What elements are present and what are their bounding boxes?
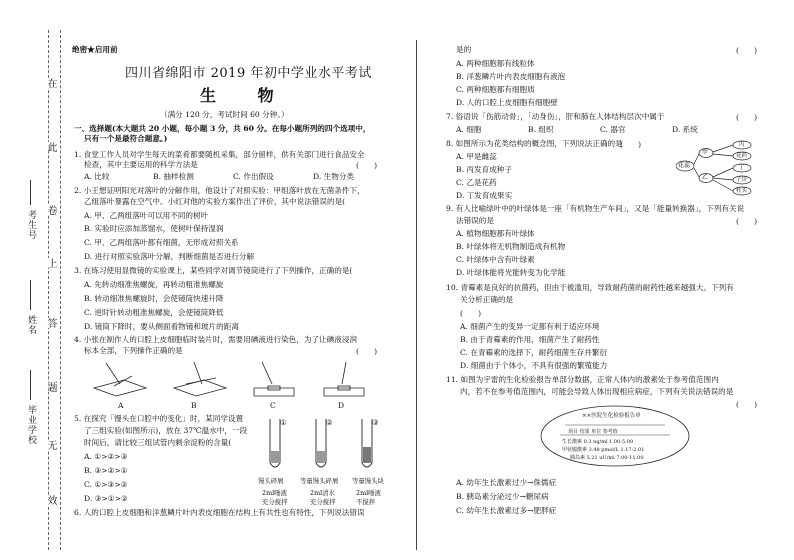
- question-9-stem: 法错误的是: [456, 216, 494, 225]
- edge-char: 无: [45, 440, 56, 450]
- concept-node-b: 乙: [702, 174, 709, 181]
- score-note: （满分 120 分，考试时间 60 分钟。）: [160, 110, 289, 119]
- question-2-stem: 2. 小王想证明阳光对落叶的分解作用，他设计了对照实验：甲组落叶放在无菌条件下，: [74, 186, 365, 195]
- field-candidate-number: 考生号: [26, 210, 36, 240]
- question-8-option: C. 乙是花药: [456, 178, 497, 187]
- question-9-option: C. 叶绿体中含有叶绿素: [456, 255, 535, 264]
- concept-node: 丙: [739, 142, 745, 148]
- question-7-option: D. 系统: [672, 125, 698, 134]
- tube-label: 不搅拌: [356, 498, 376, 506]
- question-3-option: C. 逆时针转动粗准焦螺旋，会使镜筒降低: [84, 308, 224, 317]
- question-8-option: D. 丁发育成果实: [456, 191, 513, 200]
- tube-label: 馒头碎屑: [258, 477, 284, 485]
- question-7-option: A. 细胞: [456, 125, 482, 134]
- question-11-option: A. 幼年生长激素过少→侏儒症: [456, 478, 557, 487]
- tube-label: 2ml清水: [310, 489, 335, 497]
- question-1-option: D. 生物分类: [313, 172, 355, 181]
- edge-char: 卷: [45, 205, 56, 215]
- concept-node-a: 甲: [702, 149, 709, 156]
- question-5-option: A. ①>②>③: [84, 452, 128, 461]
- binding-line-outer: [48, 30, 49, 550]
- report-title: ××医院生化检验报告单: [582, 413, 641, 419]
- answer-blank: ( ): [736, 46, 758, 55]
- question-2-stem: 乙组落叶暴露在空气中。小红对他的实验方案作出了评价，其中说法错误的是(: [84, 197, 346, 206]
- question-9-option: B. 叶绿体将无机物制造成有机物: [456, 242, 566, 251]
- tube-label: 2ml唾液: [262, 489, 287, 497]
- answer-blank: ( ): [736, 217, 758, 226]
- question-5-stem: 5. 在探究「馒头在口腔中的变化」时，某同学设置: [74, 414, 244, 423]
- field-name: 姓名: [26, 315, 36, 335]
- question-4-option: D: [338, 401, 345, 410]
- tube-number: ③: [372, 418, 379, 427]
- tube-number: ②: [326, 418, 333, 427]
- question-6-stem: 6. 人的口腔上皮细胞和洋葱鳞片叶内表皮细胞在结构上有共性也有特性，下列说法错误: [74, 508, 365, 517]
- secret-label: 绝密★启用前: [72, 45, 118, 54]
- question-9-option: D. 叶绿体能将光能转变为化学能: [456, 268, 566, 277]
- question-6-option: A. 两种细胞都有线粒体: [456, 59, 535, 68]
- tube-label: 等量馒头碎屑: [300, 477, 339, 485]
- section-heading: 一、选择题(本大题共 20 小题，每小题 3 分，共 60 分。在每小题所列的四个选项中，: [74, 124, 371, 133]
- question-11-option: C. 幼年生长激素过多→肥胖症: [456, 506, 557, 515]
- column-divider: [416, 40, 417, 550]
- question-2-option: D. 进行对照实验落叶分解，判断细菌是否进行分解: [84, 252, 255, 261]
- answer-blank: ( ): [356, 161, 378, 170]
- question-2-option: A. 甲、乙两组落叶可以用不同的树叶: [84, 211, 209, 220]
- slide-diagram-c: [254, 362, 294, 396]
- question-1-option: C. 作出假设: [233, 172, 274, 181]
- question-2-option: C. 甲、乙两组落叶都有细菌，无形成对照关系: [84, 238, 239, 247]
- question-6-option: D. 人的口腔上皮细胞有细胞壁: [456, 98, 558, 107]
- question-10-option: B. 由于青霉素的作用，细菌产生了耐药性: [460, 335, 600, 344]
- question-11-option: B. 胰岛素分泌过少→糖尿病: [456, 492, 549, 501]
- field-school: 毕业学校: [26, 405, 36, 445]
- slide-diagram-d: [324, 362, 364, 396]
- subject-title: 生 物: [200, 86, 292, 105]
- question-9-option: A. 植物细胞都有叶绿体: [456, 229, 535, 238]
- slide-diagram-a: [94, 363, 146, 396]
- exam-title: 四川省绵阳市 2019 年初中学业水平考试: [125, 66, 372, 81]
- question-6-option: B. 洋葱鳞片叶内表皮细胞有液泡: [456, 72, 566, 81]
- edge-char: 效: [45, 495, 56, 505]
- slide-diagram-b: [174, 362, 226, 396]
- answer-blank: ( ): [356, 347, 378, 356]
- question-8-option: A. 甲是雌蕊: [456, 152, 497, 161]
- concept-node: 丁: [739, 165, 745, 171]
- tube-label: 充分搅拌: [310, 498, 336, 506]
- question-6-option: C. 两种细胞都有细胞质: [456, 85, 535, 94]
- question-10-stem: 10. 青霉素是良好的抗菌药，但由于被滥用，导致耐药菌的耐药性越来越强大。下列有: [446, 283, 734, 292]
- question-6-stem-cont: 是的: [456, 45, 472, 54]
- answer-blank: ( ): [460, 309, 482, 318]
- tube-number: ①: [280, 418, 287, 427]
- question-10-option: D. 细菌由于个体小，不具有很强的繁殖能力: [460, 361, 608, 370]
- question-4-option: B: [191, 401, 197, 410]
- question-5-stem: 了三组实验(如图所示)，放在 37℃温水中，一段: [84, 426, 248, 435]
- question-4-stem: 4. 小张在制作人的口腔上皮细胞临时装片时，需要用碘液进行染色，为了让碘液浸润: [74, 335, 358, 344]
- question-8-stem: 8. 如图所示为花类结构的概念图，下列说法正确的是: [446, 139, 623, 148]
- question-10-option: C. 在青霉素的选择下，耐药细菌生存并繁衍: [460, 348, 608, 357]
- concept-node: 花药: [736, 153, 748, 159]
- field-name-line: [30, 280, 31, 310]
- question-3-option: D. 镜筒下降时，要从侧面看物镜和玻片的距离: [84, 322, 239, 331]
- edge-char: 题: [45, 382, 56, 392]
- question-3-option: B. 转动细准焦螺旋时，会使镜筒快速升降: [84, 294, 224, 303]
- question-1-stem: 检查，其中主要运用的科学方法是: [84, 160, 198, 169]
- question-4-stem: 标本全部，下列操作正确的是: [84, 346, 183, 355]
- question-9-stem: 9. 有人比喻绿叶中的叶绿体是一座「有机物生产车间」，又是「能量转换器」，下列有关说: [446, 204, 745, 213]
- tube-label: 等量馒头块: [352, 477, 384, 485]
- question-5-option: D. ③>①>②: [84, 494, 128, 503]
- report-row: 项目 结果 单位 参考值: [568, 429, 618, 435]
- answer-blank: ( ): [736, 400, 758, 409]
- question-8-option: B. 丙发育成种子: [456, 165, 512, 174]
- edge-char: 在: [45, 78, 56, 88]
- question-5-stem: 时间后，请比较三组试管内剩余淀粉的含量(: [84, 438, 232, 447]
- question-4-option: A: [118, 401, 124, 410]
- binding-line-inner: [60, 30, 61, 550]
- question-1-option: A. 比较: [84, 172, 110, 181]
- question-11-stem: 11. 如图为宇雷的生化检验报告单部分数据，正常人体内的激素处于参考值范围内: [446, 375, 719, 384]
- edge-char: 答: [45, 318, 56, 328]
- edge-char: 上: [45, 258, 56, 268]
- question-7-stem: 7. 俗语说「伤筋动骨」，「动身伤」，肝和肺在人体结构层次中属于: [446, 112, 665, 121]
- question-3-option: A. 先转动细准焦螺旋，再转动粗准焦螺旋: [84, 280, 224, 289]
- question-11-stem: 内，若不在参考值范围内，可能会导致人体出现相应病症，下列有关说法错误的是: [460, 387, 734, 396]
- question-4-option: C: [270, 401, 276, 410]
- answer-blank: ( ): [736, 113, 758, 122]
- field-candidate-number-line: [30, 180, 31, 205]
- question-5-option: B. ③>②>①: [84, 466, 128, 475]
- report-row: 生长激素 0.3 ng/ml 1.00-5.00: [562, 439, 634, 445]
- question-10-stem: 关分析正确的是: [460, 295, 514, 304]
- tube-label: 2ml唾液: [356, 489, 381, 497]
- question-10-option: A. 细菌产生的变异一定都有利于适应环境: [460, 322, 600, 331]
- tube-label: 充分搅拌: [262, 498, 288, 506]
- question-5-option: C. ①>③>②: [84, 480, 128, 489]
- answer-blank: ( ): [620, 140, 642, 149]
- question-3-stem: 3. 在练习使用显微镜的实验课上，某些同学对调节镜筒进行了下列操作，正确的是(: [74, 266, 353, 275]
- section-heading-line2: 只有一个是最符合题意。): [84, 134, 168, 143]
- field-school-line: [30, 370, 31, 400]
- question-7-option: B. 组织: [528, 125, 554, 134]
- concept-node-center: 花蕊: [678, 162, 691, 169]
- report-row: 甲状腺激素 3.48 pmol/L 1.17-2.01: [562, 447, 645, 453]
- question-2-option: B. 实验时应添加蒸馏水，使树叶保持湿润: [84, 224, 224, 233]
- question-1-stem: 1. 食堂工作人员对学生每天的菜肴都要随机采集，部分留样，供有关部门进行食品安全: [74, 150, 365, 159]
- question-7-option: C. 器官: [600, 125, 626, 134]
- concept-node: 柱头: [736, 188, 748, 194]
- concept-node: 子房: [736, 177, 748, 183]
- report-row: 胰岛素 5.21 uU/ml 7.00-11.00: [570, 455, 644, 461]
- question-1-option: B. 抽样检测: [153, 172, 194, 181]
- edge-char: 此: [45, 142, 56, 152]
